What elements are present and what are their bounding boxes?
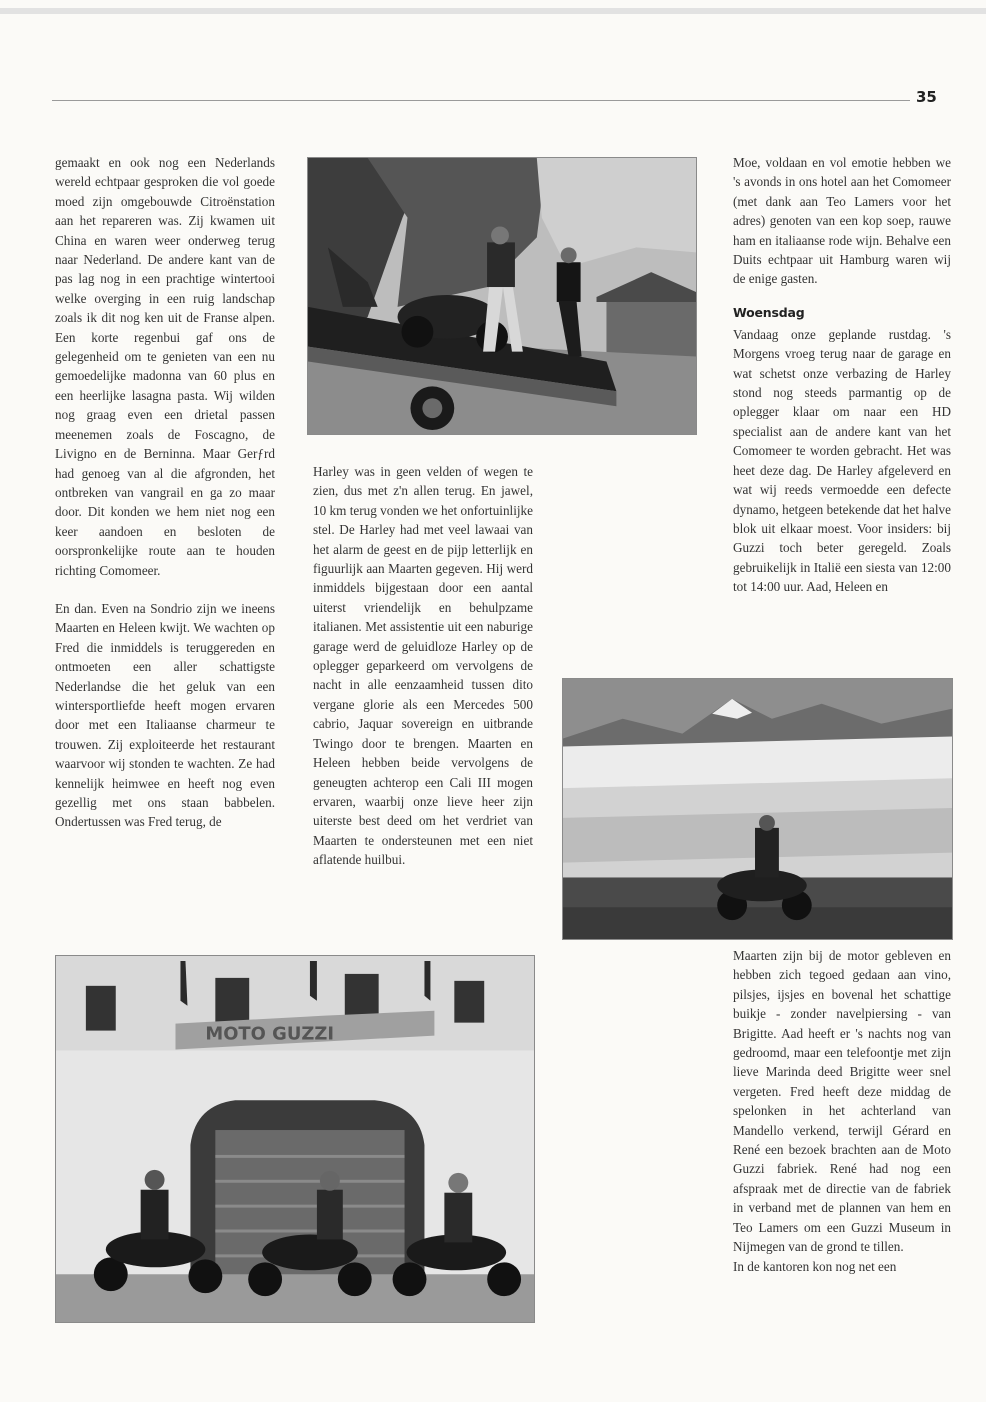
text-column-3-lower	[733, 946, 951, 1341]
column1-paragraph-2: En dan. Even na Sondrio zijn we ineens Maarten en Heleen kwijt. We wachten op Fred die inmiddels is teruggereden en ontmoeten een aller schattigste Nederlandse die het geluk van een wintersportliefde heeft mogen ervaren door met een Italiaanse charmeur te trouwen. Zij exploiteerde het restaurant waarvoor wij stonden te wachten. Ze had kennelijk heimwee en heeft nog even gezellig met ons staan babbelen. Ondertussen was Fred terug, de	[55, 600, 275, 830]
factory-sign-text: MOTO GUZZI	[205, 1023, 335, 1045]
column3-paragraph-1: Moe, voldaan en vol emotie hebben we 's avonds in ons hotel aan het Comomeer (met dank aan Teo Lamers voor het adres) genoten van een kop soep, rauwe ham en italiaanse rode wijn. Behalve een Duits echtpaar uit Hamburg waren wij de enige gasten.	[733, 155, 951, 287]
page-number: 35	[916, 88, 937, 106]
column3-paragraph-4: In de kantoren kon nog net een	[733, 1258, 897, 1274]
text-column-2	[313, 462, 533, 948]
column3-paragraph-3: Maarten zijn bij de motor gebleven en hebben zich tegoed gedaan aan vino, pilsjes, ijsjes en bovenal het schattige buikje - zonder navelpiersing - van Brigitte. Aad heeft er 's nachts nog van gedroomd, maar een telefoontje met zijn lieve Marinda deed Brigitte weer snel vergeten. Fred heeft deze middag de spelonken in het achterland van Mandello verkend, terwijl Gérard en René een bezoek brachten aan de Moto Guzzi fabriek. René had nog een afspraak met de directie van de fabriek in verband met de plannen van hem en Teo Lamers om een Guzzi Museum in Nijmegen van de grond te tillen.	[733, 948, 951, 1255]
text-column-3-upper	[733, 153, 951, 658]
header-rule	[52, 100, 910, 101]
section-heading-woensdag: Woensdag	[733, 304, 805, 320]
column2-paragraph-1: Harley was in geen velden of wegen te zien, dus met z'n allen terug. En jawel, 10 km terug vonden we het onfortuinlijke stel. De Harley had met veel lawaai van het alarm de geest en de pijp letterlijk en figuurlijk aan Maarten gegeven. Hij werd inmiddels bijgestaan door een aantal uiterst vriendelijk en behulpzame italianen. Met assistentie uit een naburige garage werd de geluidloze Harley op de oplegger geparkeerd om vervolgens de nacht in alle eenzaamheid tussen dito vergane glorie als een Mercedes 500 cabrio, Jaquar sovereign en uitbrande Twingo door te brengen. Maarten en Heleen hebben beide vervolgens de geneugten achterop een Cali III mogen ervaren, waarbij onze lieve heer zijn uiterste best deed om het verdriet van Maarten te ondersteunen met een niet aflatende huilbui.	[313, 464, 533, 868]
photo-tow-trailer	[307, 157, 697, 435]
text-column-1	[55, 153, 275, 948]
photo-moto-guzzi-factory	[55, 955, 535, 1323]
top-edge-bar	[0, 8, 986, 14]
column1-paragraph-1: gemaakt en ook nog een Nederlands wereld echtpaar gesproken die vol goede moed zijn omgebouwde Citroënstation aan het repareren was. Zij kwamen uit China en waren weer onderweg terug naar Nederland. De andere kant van de pas lag nog in een prachtige wintertooi welke overging in een ruig landschap zoals ik dit nog ken uit de Franse alpen. Een korte regenbui gaf ons de gelegenheid om te genieten van een nu gemoedelijke madonna van 60 plus en een heerlijke lasagna pasta. Wij wilden nog graag even een drietal passen meenemen zoals de Foscagno, de Livigno en de Berninna. Maar Gerƒrd had genoeg van al die afgronden, het ontbreken van vangrail en ga zo maar door. Dit konden we hem niet nog een keer aandoen en besloten de oorspronkelijke route aan te houden richting Comomeer.	[55, 155, 275, 578]
photo-snow-wall	[562, 678, 953, 940]
column3-paragraph-2: Vandaag onze geplande rustdag. 's Morgens vroeg terug naar de garage en wat schetst onze verbazing de Harley stond nog steeds parmantig op de oplegger klaar om naar een HD specialist aan de andere kant van het Comomeer te worden gebracht. Het was heet deze dag. De Harley afgeleverd en wat wij reeds vermoedde een defecte dynamo, hetgeen betekende dat het halve blok uit elkaar moest. Voor insiders: bij Guzzi toch beter geregeld. Zoals gebruikelijk in Italië een siesta van 12:00 tot 14:00 uur. Aad, Heleen en	[733, 326, 951, 595]
